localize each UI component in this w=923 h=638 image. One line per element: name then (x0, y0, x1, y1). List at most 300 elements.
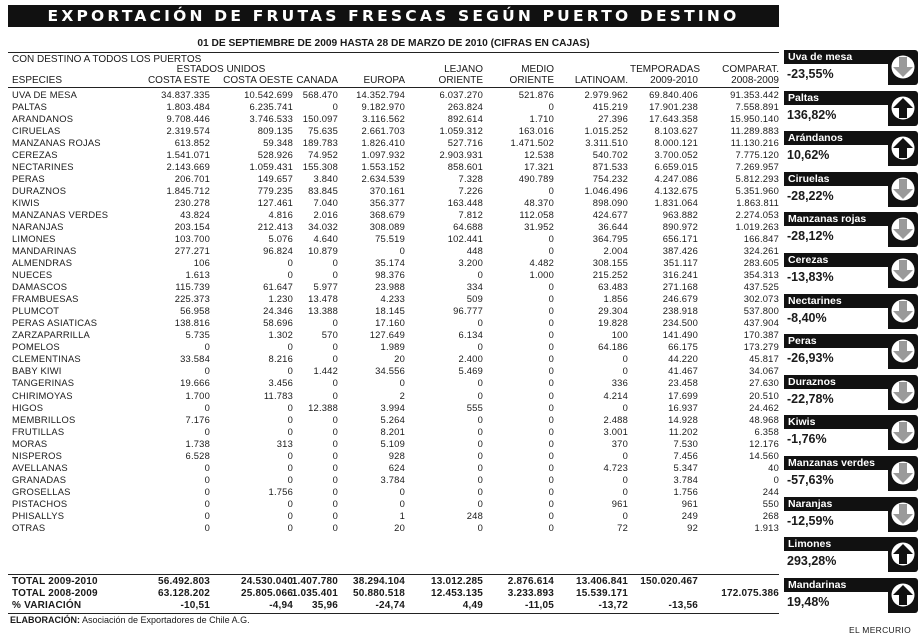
variation-card (784, 91, 918, 127)
species-cell: MANZANAS VERDES (12, 209, 109, 220)
value-cell: 5.351.960 (735, 185, 779, 196)
value-cell: 2.319.574 (166, 125, 210, 136)
value-cell: 0 (332, 317, 338, 328)
value-cell: 15.950.140 (730, 113, 779, 124)
value-cell: 56.492.803 (157, 576, 210, 587)
variation-card (784, 456, 918, 492)
value-cell: 5.977 (313, 281, 338, 292)
value-cell: 0 (204, 462, 210, 473)
value-cell: 246.679 (662, 293, 698, 304)
fruit-name: Kiwis (784, 415, 888, 429)
value-cell: 2.979.962 (584, 89, 628, 100)
value-cell: 364.795 (592, 233, 628, 244)
value-cell: 19.666 (180, 377, 210, 388)
source-text: Asociación de Exportadores de Chile A.G. (82, 615, 250, 625)
variation-card (784, 212, 918, 248)
value-cell: 3.784 (673, 474, 698, 485)
value-cell: 0 (332, 498, 338, 509)
value-cell: 24.530.040 (240, 576, 293, 587)
species-cell: DURAZNOS (12, 185, 67, 196)
header-costa-oeste: COSTA OESTE (223, 75, 293, 86)
value-cell: 138.816 (174, 317, 210, 328)
value-cell: 0 (477, 474, 483, 485)
species-cell: ARANDANOS (12, 113, 74, 124)
value-cell: 0 (332, 353, 338, 364)
value-cell: -13,72 (598, 600, 628, 611)
value-cell: 283.605 (743, 257, 779, 268)
value-cell: 0 (287, 462, 293, 473)
value-cell: 961 (681, 498, 698, 509)
value-cell: 7.176 (185, 414, 210, 425)
table-row (8, 305, 779, 317)
divider (8, 52, 779, 53)
value-cell: 0 (399, 498, 405, 509)
value-cell: 6.037.270 (439, 89, 483, 100)
value-cell: 66.175 (668, 341, 698, 352)
value-cell: 527.716 (447, 137, 483, 148)
value-cell: 4.214 (603, 390, 628, 401)
table-row (8, 269, 779, 281)
value-cell: 7.558.891 (735, 101, 779, 112)
value-cell: 4.482 (529, 257, 554, 268)
value-cell: 163.448 (447, 197, 483, 208)
header-costa-este: COSTA ESTE (147, 75, 210, 86)
table-row (8, 245, 779, 257)
value-cell: 0 (477, 438, 483, 449)
fruit-name: Uva de mesa (784, 50, 888, 64)
fruit-name: Ciruelas (784, 172, 888, 186)
value-cell: 4.247.086 (654, 173, 698, 184)
subtitle: 01 DE SEPTIEMBRE DE 2009 HASTA 28 DE MARZO DE 2010 (CIFRAS EN CAJAS) (197, 38, 590, 49)
value-cell: 1.803.484 (166, 101, 210, 112)
fruit-name: Naranjas (784, 497, 888, 511)
value-cell: 63.483 (598, 281, 628, 292)
table-row (8, 353, 779, 365)
value-cell: 613.852 (174, 137, 210, 148)
table-row (8, 257, 779, 269)
value-cell: 2.903.931 (439, 149, 483, 160)
table-row (8, 89, 779, 101)
value-cell: 12.538 (524, 149, 554, 160)
value-cell: 0 (399, 245, 405, 256)
value-cell: 0 (332, 474, 338, 485)
table-row (8, 522, 779, 534)
value-cell: 17.901.238 (649, 101, 698, 112)
value-cell: 10.879 (308, 245, 338, 256)
value-cell: 2.661.703 (361, 125, 405, 136)
value-cell: 368.679 (369, 209, 405, 220)
species-cell: AVELLANAS (12, 462, 68, 473)
value-cell: 0 (332, 341, 338, 352)
value-cell: 1.442 (313, 365, 338, 376)
value-cell: 0 (548, 233, 554, 244)
value-cell: 1.738 (185, 438, 210, 449)
divider (8, 87, 779, 88)
value-cell: 4.816 (268, 209, 293, 220)
variation-card (784, 375, 918, 411)
value-cell: 437.904 (743, 317, 779, 328)
variation-card (784, 334, 918, 370)
variation-percent: -57,63% (787, 473, 834, 487)
value-cell: 3.994 (380, 402, 405, 413)
value-cell: 3.456 (268, 377, 293, 388)
value-cell: 112.058 (519, 209, 554, 220)
species-cell: PHISALLYS (12, 510, 65, 521)
value-cell: 72 (617, 522, 628, 533)
species-cell: CIRUELAS (12, 125, 61, 136)
value-cell: 0 (548, 426, 554, 437)
value-cell: 1.863.811 (736, 197, 779, 208)
value-cell: 5.347 (673, 462, 698, 473)
value-cell: 115.739 (175, 281, 210, 292)
header-usa-group: ESTADOS UNIDOS (176, 64, 266, 75)
value-cell: 0 (287, 450, 293, 461)
species-cell: PISTACHOS (12, 498, 68, 509)
value-cell: 61.647 (263, 281, 293, 292)
value-cell: 0 (287, 474, 293, 485)
value-cell: 1.826.410 (361, 137, 405, 148)
value-cell: 6.358 (754, 426, 779, 437)
value-cell: 963.882 (662, 209, 698, 220)
value-cell: 961 (611, 498, 628, 509)
table-row (8, 486, 779, 498)
arrow-down-icon (888, 415, 918, 450)
variation-percent: -28,22% (787, 189, 834, 203)
value-cell: 92 (687, 522, 698, 533)
value-cell: 7.269.957 (735, 161, 779, 172)
variation-percent: 10,62% (787, 148, 830, 162)
value-cell: 141.490 (662, 329, 698, 340)
value-cell: 6.528 (185, 450, 210, 461)
value-cell: 0 (477, 317, 483, 328)
page-title: EXPORTACIÓN DE FRUTAS FRESCAS SEGÚN PUERTO DESTINO (8, 5, 779, 27)
species-cell: GRANADAS (12, 474, 67, 485)
value-cell: 0 (477, 522, 483, 533)
value-cell: 0 (332, 269, 338, 280)
value-cell: 83.845 (308, 185, 338, 196)
value-cell: 1 (399, 510, 405, 521)
value-cell: 313 (276, 438, 293, 449)
value-cell: 96.824 (263, 245, 293, 256)
table-row (8, 161, 779, 173)
value-cell: 370.161 (369, 185, 405, 196)
value-cell: 50.880.518 (352, 588, 405, 599)
value-cell: 0 (622, 510, 628, 521)
value-cell: 100 (611, 329, 628, 340)
value-cell: 172.075.386 (721, 588, 779, 599)
value-cell: 3.840 (313, 173, 338, 184)
value-cell: 225.373 (174, 293, 210, 304)
value-cell: 43.824 (180, 209, 210, 220)
arrow-up-icon (888, 578, 918, 613)
value-cell: 36.644 (598, 221, 628, 232)
variation-percent: 136,82% (787, 108, 837, 122)
total-row (8, 576, 779, 588)
value-cell: 48.370 (524, 197, 554, 208)
value-cell: 33.584 (180, 353, 210, 364)
value-cell: 0 (548, 462, 554, 473)
value-cell: 17.643.358 (649, 113, 698, 124)
value-cell: 2.143.669 (166, 161, 210, 172)
variation-percent: -23,55% (787, 67, 834, 81)
value-cell: 2.876.614 (507, 576, 554, 587)
species-cell: ZARZAPARRILLA (12, 329, 90, 340)
value-cell: 809.135 (257, 125, 293, 136)
variation-card (784, 415, 918, 451)
table-row (8, 365, 779, 377)
species-cell: FRAMBUESAS (12, 293, 79, 304)
value-cell: 0 (548, 510, 554, 521)
value-cell: 1.756 (268, 486, 293, 497)
value-cell: 0 (548, 522, 554, 533)
value-cell: 0 (548, 438, 554, 449)
value-cell: 0 (548, 486, 554, 497)
value-cell: 0 (287, 414, 293, 425)
value-cell: 1.000 (529, 269, 554, 280)
species-cell: CEREZAS (12, 149, 58, 160)
value-cell: 0 (548, 341, 554, 352)
variation-percent: -8,40% (787, 311, 827, 325)
value-cell: 11.130.216 (730, 137, 779, 148)
table-row (8, 402, 779, 414)
value-cell: 3.116.562 (362, 113, 405, 124)
value-cell: 18.145 (375, 305, 405, 316)
value-cell: 212.413 (257, 221, 293, 232)
value-cell: 308.089 (369, 221, 405, 232)
value-cell: 448 (466, 245, 483, 256)
arrow-down-icon (888, 50, 918, 85)
value-cell: -13,56 (668, 600, 698, 611)
table-row (8, 197, 779, 209)
value-cell: 0 (287, 365, 293, 376)
value-cell: 268 (762, 510, 779, 521)
value-cell: 64.186 (598, 341, 628, 352)
value-cell: 0 (477, 450, 483, 461)
fruit-name: Duraznos (784, 375, 888, 389)
header-lejano-2: ORIENTE (438, 75, 483, 86)
value-cell: 336 (611, 377, 628, 388)
table-row (8, 233, 779, 245)
value-cell: 7.812 (458, 209, 483, 220)
value-cell: 5.812.293 (735, 173, 779, 184)
arrow-down-icon (888, 253, 918, 288)
value-cell: 0 (548, 353, 554, 364)
value-cell: 0 (622, 365, 628, 376)
value-cell: 1.700 (185, 390, 210, 401)
value-cell: 0 (548, 498, 554, 509)
value-cell: 12.388 (308, 402, 338, 413)
variation-percent: -1,76% (787, 432, 827, 446)
value-cell: 173.279 (743, 341, 779, 352)
value-cell: 6.235.741 (249, 101, 293, 112)
value-cell: 203.154 (174, 221, 210, 232)
value-cell: 74.952 (308, 149, 338, 160)
value-cell: 570 (321, 329, 338, 340)
value-cell: 0 (332, 414, 338, 425)
fruit-name: Paltas (784, 91, 888, 105)
value-cell: 4.723 (603, 462, 628, 473)
species-cell: CHIRIMOYAS (12, 390, 73, 401)
value-cell: 437.525 (743, 281, 779, 292)
value-cell: 12.176 (749, 438, 779, 449)
value-cell: 568.470 (302, 89, 338, 100)
variation-card (784, 172, 918, 208)
value-cell: 0 (548, 329, 554, 340)
table-row (8, 101, 779, 113)
value-cell: 1.831.064 (654, 197, 698, 208)
variation-card (784, 294, 918, 330)
table-row (8, 125, 779, 137)
value-cell: 370 (611, 438, 628, 449)
header-comparat-2: 2008-2009 (731, 75, 779, 86)
value-cell: 64.688 (453, 221, 483, 232)
value-cell: 98.376 (375, 269, 405, 280)
value-cell: 0 (204, 426, 210, 437)
value-cell: 14.352.794 (356, 89, 405, 100)
value-cell: 0 (332, 390, 338, 401)
value-cell: 96.777 (453, 305, 483, 316)
value-cell: 1.845.712 (166, 185, 210, 196)
value-cell: 1.019.263 (735, 221, 779, 232)
value-cell: 7.328 (458, 173, 483, 184)
value-cell: 59.348 (263, 137, 293, 148)
value-cell: 2 (399, 390, 405, 401)
table-row (8, 173, 779, 185)
value-cell: 189.783 (302, 137, 338, 148)
species-cell: TOTAL 2009-2010 (12, 576, 98, 587)
value-cell: 0 (477, 414, 483, 425)
value-cell: 4,49 (462, 600, 483, 611)
value-cell: 0 (477, 269, 483, 280)
value-cell: -4,94 (269, 600, 293, 611)
value-cell: 10.542.699 (244, 89, 293, 100)
value-cell: 0 (332, 450, 338, 461)
species-cell: GROSELLAS (12, 486, 71, 497)
value-cell: 0 (204, 402, 210, 413)
arrow-up-icon (888, 131, 918, 166)
value-cell: 4.640 (313, 233, 338, 244)
value-cell: 1.097.932 (361, 149, 405, 160)
variation-card (784, 253, 918, 289)
value-cell: 540.702 (592, 149, 628, 160)
species-cell: NARANJAS (12, 221, 64, 232)
value-cell: 2.488 (603, 414, 628, 425)
value-cell: 0 (332, 462, 338, 473)
fruit-name: Mandarinas (784, 578, 888, 592)
value-cell: 41.467 (668, 365, 698, 376)
value-cell: 415.219 (592, 101, 628, 112)
species-cell: PALTAS (12, 101, 48, 112)
header-temporadas-2: 2009-2010 (650, 75, 698, 86)
value-cell: 0 (477, 377, 483, 388)
value-cell: 0 (548, 390, 554, 401)
table-row (8, 209, 779, 221)
value-cell: 0 (287, 257, 293, 268)
value-cell: 3.001 (603, 426, 628, 437)
value-cell: 0 (548, 281, 554, 292)
variation-card (784, 50, 918, 86)
value-cell: 20.510 (749, 390, 779, 401)
header-comparat-1: COMPARAT. (722, 64, 779, 75)
value-cell: 0 (773, 474, 779, 485)
table-row (8, 377, 779, 389)
value-cell: 0 (204, 498, 210, 509)
value-cell: 3.233.893 (507, 588, 554, 599)
table-row (8, 329, 779, 341)
value-cell: 1.913 (754, 522, 779, 533)
value-cell: 0 (332, 510, 338, 521)
divider (8, 613, 779, 614)
value-cell: 351.117 (663, 257, 698, 268)
value-cell: 1.613 (185, 269, 210, 280)
value-cell: 898.090 (592, 197, 628, 208)
value-cell: 890.972 (662, 221, 698, 232)
value-cell: 2.634.539 (361, 173, 405, 184)
value-cell: 1.230 (268, 293, 293, 304)
header-medio-2: ORIENTE (509, 75, 554, 86)
species-cell: LIMONES (12, 233, 56, 244)
species-cell: HIGOS (12, 402, 44, 413)
value-cell: 0 (548, 293, 554, 304)
value-cell: 230.278 (174, 197, 210, 208)
value-cell: 34.032 (308, 221, 338, 232)
value-cell: 206.701 (174, 173, 210, 184)
value-cell: 20 (394, 353, 405, 364)
header-medio-1: MEDIO (521, 64, 554, 75)
fruit-name: Nectarines (784, 294, 888, 308)
header-species: ESPECIES (12, 75, 63, 86)
value-cell: 0 (287, 522, 293, 533)
value-cell: 892.614 (447, 113, 483, 124)
species-cell: PERAS (12, 173, 45, 184)
value-cell: 248 (466, 510, 483, 521)
table-row (8, 498, 779, 510)
value-cell: 150.097 (302, 113, 338, 124)
fruit-name: Manzanas verdes (784, 456, 888, 470)
value-cell: 0 (548, 402, 554, 413)
value-cell: 1.302 (268, 329, 293, 340)
value-cell: 19.828 (598, 317, 628, 328)
value-cell: 12.453.135 (430, 588, 483, 599)
value-cell: 2.004 (603, 245, 628, 256)
table-row (8, 474, 779, 486)
value-cell: 1.756 (673, 486, 698, 497)
total-row (8, 588, 779, 600)
table-row (8, 149, 779, 161)
value-cell: 0 (477, 390, 483, 401)
value-cell: 17.160 (375, 317, 405, 328)
fruit-name: Cerezas (784, 253, 888, 267)
variation-percent: -22,78% (787, 392, 834, 406)
value-cell: 56.958 (180, 305, 210, 316)
species-cell: PERAS ASIATICAS (12, 317, 98, 328)
value-cell: 555 (466, 402, 483, 413)
table-row (8, 462, 779, 474)
value-cell: 624 (388, 462, 405, 473)
value-cell: 0 (622, 402, 628, 413)
value-cell: -11,05 (524, 600, 554, 611)
value-cell: 308.155 (592, 257, 628, 268)
value-cell: 2.274.053 (735, 209, 779, 220)
table-row (8, 293, 779, 305)
value-cell: 166.847 (743, 233, 779, 244)
value-cell: 1.710 (529, 113, 554, 124)
species-cell: MANDARINAS (12, 245, 77, 256)
value-cell: 0 (548, 317, 554, 328)
value-cell: 7.040 (313, 197, 338, 208)
value-cell: 1.471.502 (510, 137, 554, 148)
value-cell: 928 (388, 450, 405, 461)
